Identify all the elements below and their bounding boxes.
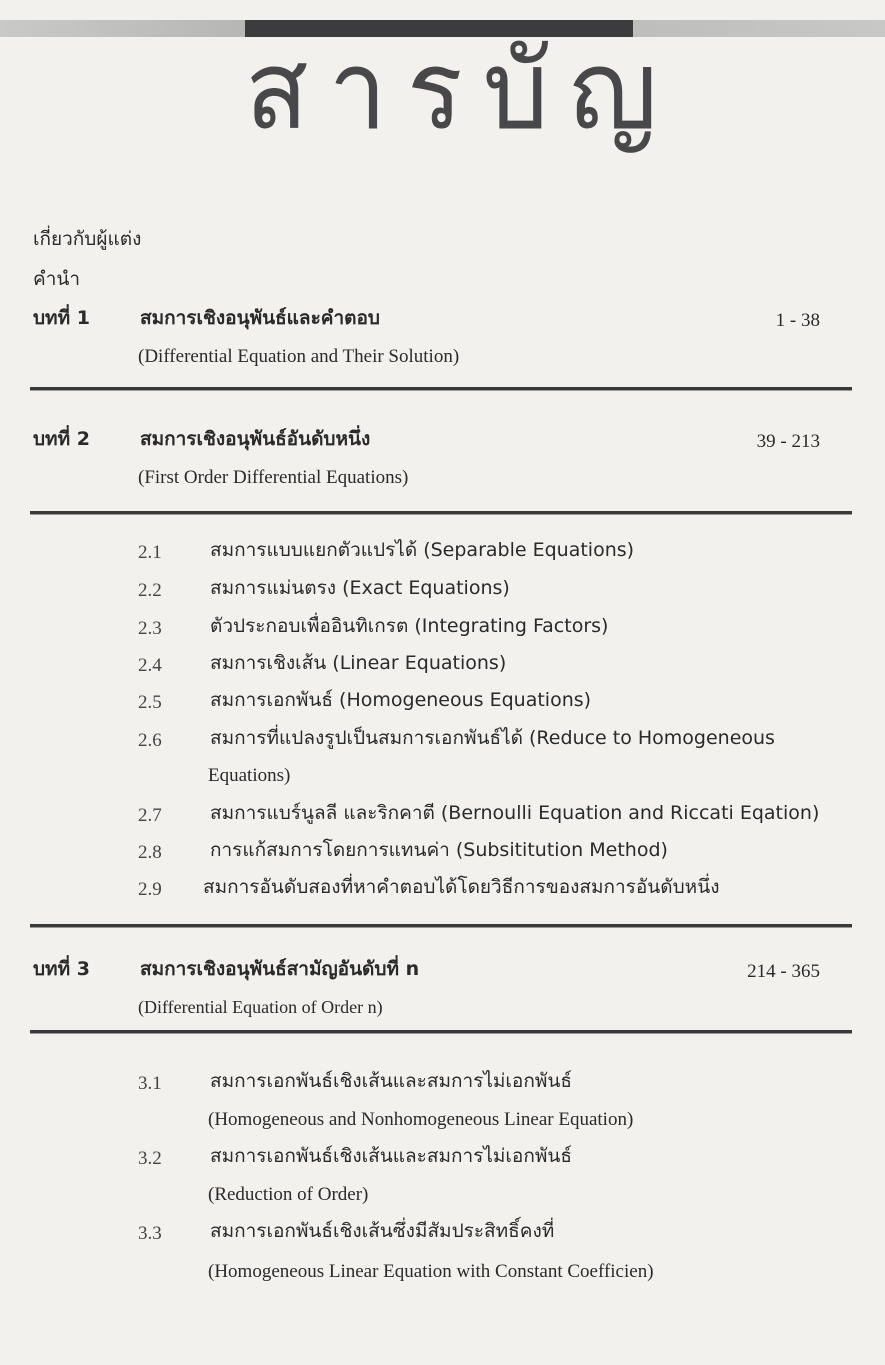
chapter-1-english: (Differential Equation and Their Solution) — [138, 346, 460, 367]
section-title[interactable]: การแก้สมการโดยการแทนค่า (Subsititution Method) — [210, 839, 668, 861]
section-number: 2.6 — [138, 730, 162, 751]
chapter-3-label: บทที่ 3 — [33, 958, 90, 980]
divider — [30, 387, 852, 391]
section-title[interactable]: สมการเอกพันธ์ (Homogeneous Equations) — [210, 689, 592, 711]
chapter-3-pages: 214 - 365 — [747, 961, 820, 982]
section-number: 2.1 — [138, 542, 162, 563]
section-number: 2.3 — [138, 618, 162, 639]
section-title[interactable]: ตัวประกอบเพื่ออินทิเกรต (Integrating Factors) — [210, 615, 609, 637]
section-number: 3.1 — [138, 1073, 162, 1094]
chapter-1-label: บทที่ 1 — [33, 307, 90, 329]
section-title[interactable]: สมการแบบแยกตัวแปรได้ (Separable Equations) — [210, 539, 635, 561]
chapter-1-pages: 1 - 38 — [775, 310, 820, 331]
section-english: (Reduction of Order) — [208, 1184, 369, 1205]
chapter-2-english: (First Order Differential Equations) — [138, 467, 409, 488]
section-title[interactable]: สมการเอกพันธ์เชิงเส้นซึ่งมีสัมประสิทธิ์คงที่ — [210, 1220, 555, 1242]
section-number: 3.3 — [138, 1223, 162, 1244]
divider — [30, 1030, 852, 1034]
chapter-2-pages: 39 - 213 — [756, 431, 820, 452]
page-title: สารบัญ — [245, 25, 678, 155]
section-title[interactable]: สมการอันดับสองที่หาคำตอบได้โดยวิธีการของสมการอันดับหนึ่ง — [203, 876, 720, 898]
section-title[interactable]: สมการเอกพันธ์เชิงเส้นและสมการไม่เอกพันธ์ — [210, 1070, 572, 1092]
divider — [30, 511, 852, 515]
section-title[interactable]: สมการแม่นตรง (Exact Equations) — [210, 577, 510, 599]
chapter-1-title[interactable]: สมการเชิงอนุพันธ์และคำตอบ — [140, 307, 380, 329]
section-number: 2.5 — [138, 692, 162, 713]
divider — [30, 924, 852, 928]
section-number: 2.9 — [138, 879, 162, 900]
section-title-continued: Equations) — [208, 765, 291, 786]
section-number: 2.4 — [138, 655, 162, 676]
toc-preface[interactable]: คำนำ — [33, 268, 81, 290]
section-number: 2.8 — [138, 842, 162, 863]
chapter-2-title[interactable]: สมการเชิงอนุพันธ์อันดับหนึ่ง — [140, 428, 371, 450]
section-title[interactable]: สมการเชิงเส้น (Linear Equations) — [210, 652, 507, 674]
section-title[interactable]: สมการเอกพันธ์เชิงเส้นและสมการไม่เอกพันธ์ — [210, 1145, 572, 1167]
section-number: 2.2 — [138, 580, 162, 601]
section-english: (Homogeneous Linear Equation with Constant Coefficien) — [208, 1261, 654, 1282]
section-number: 3.2 — [138, 1148, 162, 1169]
chapter-2-label: บทที่ 2 — [33, 428, 90, 450]
chapter-3-title[interactable]: สมการเชิงอนุพันธ์สามัญอันดับที่ n — [140, 958, 420, 980]
section-number: 2.7 — [138, 805, 162, 826]
toc-about-author[interactable]: เกี่ยวกับผู้แต่ง — [33, 228, 142, 250]
chapter-3-english: (Differential Equation of Order n) — [138, 997, 383, 1017]
section-title[interactable]: สมการแบร์นูลลี และริกคาตี (Bernoulli Equation and Riccati Eqation) — [210, 802, 820, 824]
section-english: (Homogeneous and Nonhomogeneous Linear Equation) — [208, 1109, 634, 1130]
section-title[interactable]: สมการที่แปลงรูปเป็นสมการเอกพันธ์ได้ (Reduce to Homogeneous — [210, 727, 775, 749]
